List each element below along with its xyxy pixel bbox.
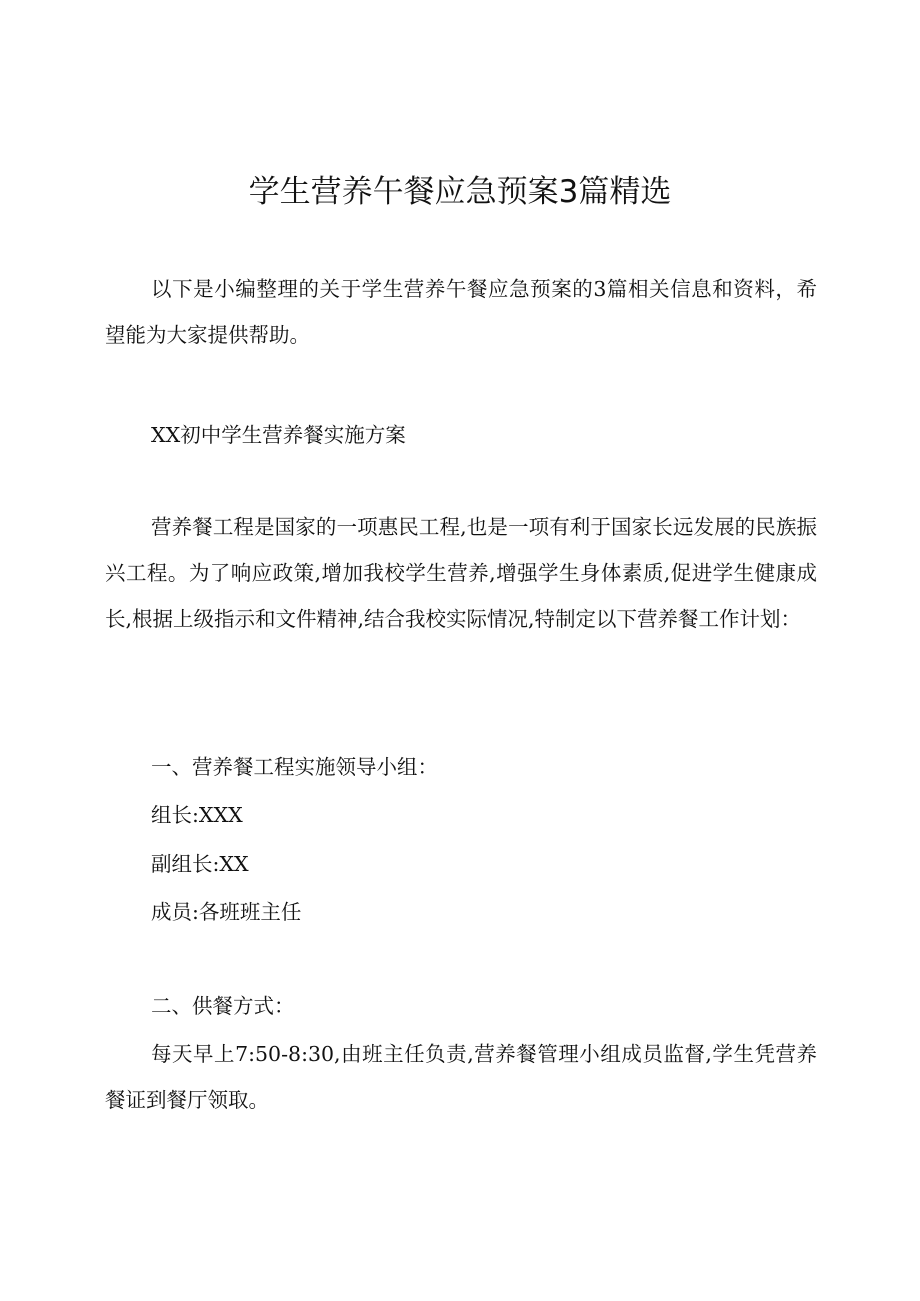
subtitle: XX初中学生营养餐实施方案 [151, 423, 406, 447]
section2-heading: 二、供餐方式： [151, 994, 295, 1018]
leader-line: 组长:XXX [151, 803, 243, 827]
members-line: 成员:各班班主任 [151, 900, 302, 924]
body-paragraph: 营养餐工程是国家的一项惠民工程,也是一项有利于国家长远发展的民族振兴工程。为了响应政策,增加我校学生营养,增强学生身体素质,促进学生健康成长,根据上级指示和文件精神,结合我校实际情况,特制定以下营养餐工作计划： [105, 515, 817, 631]
section2-content: 每天早上7:50-8:30,由班主任负责,营养餐管理小组成员监督,学生凭营养餐证到餐厅领取。 [105, 1042, 817, 1112]
deputy-line: 副组长:XX [151, 852, 249, 876]
intro-paragraph: 以下是小编整理的关于学生营养午餐应急预案的3篇相关信息和资料，希望能为大家提供帮助。 [105, 277, 817, 347]
document-title: 学生营养午餐应急预案3篇精选 [248, 174, 672, 210]
section1-heading: 一、营养餐工程实施领导小组： [151, 755, 438, 779]
